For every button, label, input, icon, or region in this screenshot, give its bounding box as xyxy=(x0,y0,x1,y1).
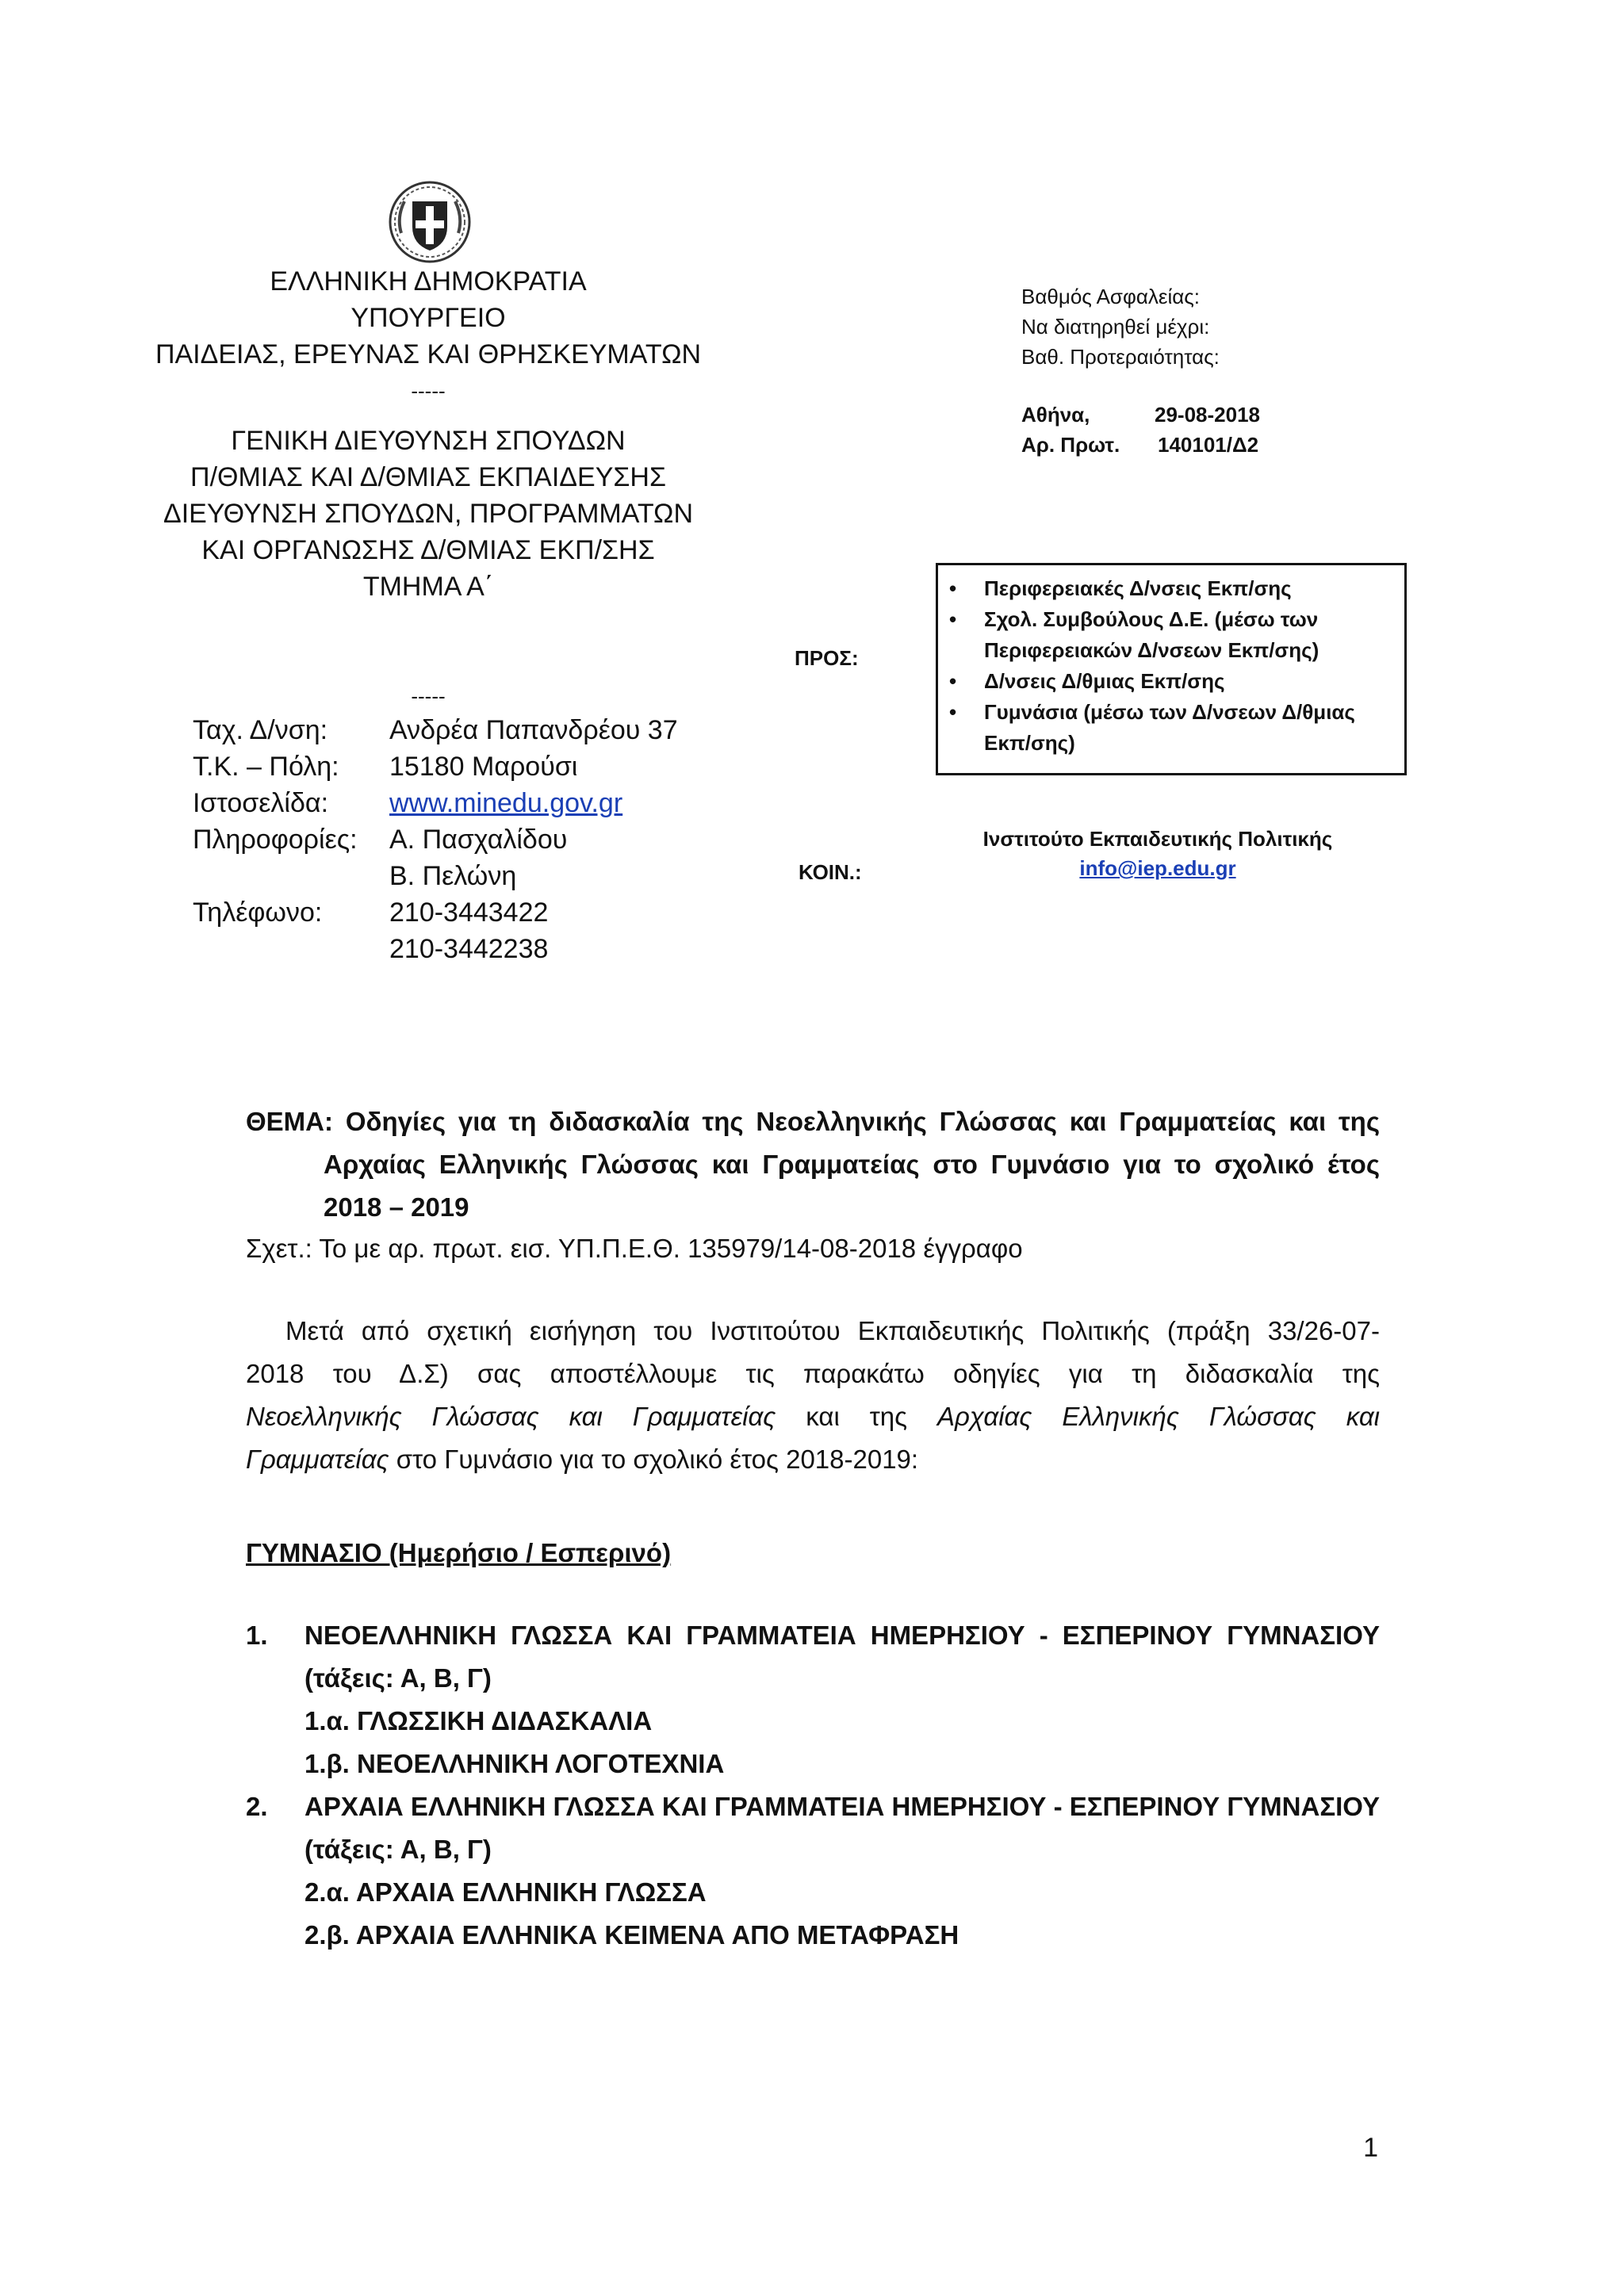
protocol-number: 140101/Δ2 xyxy=(1158,433,1259,457)
header-separator: ----- xyxy=(411,379,446,403)
subject-line-1: ΘΕΜΑ: Οδηγίες για τη διδασκαλία της Νεοελληνικής Γλώσσας και Γραμματείας και της xyxy=(246,1107,1380,1136)
directorate-line-2: Π/ΘΜΙΑΣ ΚΑΙ Δ/ΘΜΙΑΣ ΕΚΠΑΙΔΕΥΣΗΣ xyxy=(190,462,666,492)
outline-subitem: 1.α. ΓΛΩΣΣΙΚΗ ΔΙΔΑΣΚΑΛΙΑ xyxy=(304,1706,653,1735)
security-level: Βαθμός Ασφαλείας: xyxy=(1021,285,1201,308)
ministry-line-2: ΠΑΙΔΕΙΑΣ, ΕΡΕΥΝΑΣ ΚΑΙ ΘΡΗΣΚΕΥΜΑΤΩΝ xyxy=(155,339,702,369)
phone-1: 210-3443422 xyxy=(389,897,549,928)
outline-item-1 xyxy=(246,1614,1380,1785)
country-name: ΕΛΛΗΝΙΚΗ ΔΗΜΟΚΡΑΤΙΑ xyxy=(270,266,587,297)
cc-email-link[interactable]: info@iep.edu.gr xyxy=(1079,856,1236,880)
section-title: ΓΥΜΝΑΣΙΟ (Ημερήσιο / Εσπερινό) xyxy=(246,1538,672,1567)
document-date: 29-08-2018 xyxy=(1155,403,1260,427)
subject-line-2: Αρχαίας Ελληνικής Γλώσσας και Γραμματείας στο Γυμνάσιο για το σχολικό έτος xyxy=(324,1150,1380,1179)
subject-line-3: 2018 – 2019 xyxy=(324,1192,469,1222)
bullet-icon: • xyxy=(949,607,957,631)
recipients-box xyxy=(936,563,1407,775)
city-value: 15180 Μαρούσι xyxy=(389,752,578,782)
outline-classes: (τάξεις: Α, Β, Γ) xyxy=(304,1835,492,1864)
paragraph-line-3: Νεοελληνικής Γλώσσας και Γραμματείας και της Αρχαίας Ελληνικής Γλώσσας και xyxy=(246,1402,1380,1431)
cc-organization: Ινστιτούτο Εκπαιδευτικής Πολιτικής xyxy=(982,827,1333,851)
subject-continuation xyxy=(246,1143,1380,1229)
department: ΤΜΗΜΑ Α΄ xyxy=(362,572,494,602)
outline-subitem: 2.β. ΑΡΧΑΙΑ ΕΛΛΗΝΙΚΑ ΚΕΙΜΕΝΑ ΑΠΟ ΜΕΤΑΦΡΑΣΗ xyxy=(304,1920,959,1950)
phone-label: Τηλέφωνο: xyxy=(193,897,323,928)
outline-number: 2. xyxy=(246,1792,268,1821)
protocol-line xyxy=(1021,433,1339,465)
retain-until: Να διατηρηθεί μέχρι: xyxy=(1021,315,1210,339)
greek-coat-of-arms-icon xyxy=(385,178,474,266)
bullet-icon: • xyxy=(949,576,957,600)
paragraph-line-1: Μετά από σχετική εισήγηση του Ινστιτούτου Εκπαιδευτικής Πολιτικής (πράξη 33/26-07- xyxy=(285,1316,1380,1345)
info-label: Πληροφορίες: xyxy=(193,825,358,855)
info-contact-1: Α. Πασχαλίδου xyxy=(389,825,568,855)
city-name: Αθήνα, xyxy=(1021,403,1090,427)
bullet-icon: • xyxy=(949,669,957,693)
outline-subitem: 1.β. ΝΕΟΕΛΛΗΝΙΚΗ ΛΟΓΟΤΕΧΝΙΑ xyxy=(304,1749,725,1778)
cc-label: ΚΟΙΝ.: xyxy=(799,860,862,884)
recipient-item: • Περιφερειακές Δ/νσεις Εκπ/σης xyxy=(984,573,1396,604)
date-line xyxy=(1021,403,1339,434)
info-contact-2: Β. Πελώνη xyxy=(389,861,517,891)
outline-title: ΑΡΧΑΙΑ ΕΛΛΗΝΙΚΗ ΓΛΩΣΣΑ ΚΑΙ ΓΡΑΜΜΑΤΕΙΑ ΗΜΕΡΗΣΙΟΥ - ΕΣΠΕΡΙΝΟΥ ΓΥΜΝΑΣΙΟΥ xyxy=(304,1792,1381,1821)
outline-number: 1. xyxy=(246,1621,268,1650)
address-value: Ανδρέα Παπανδρέου 37 xyxy=(389,715,678,745)
city-label: Τ.Κ. – Πόλη: xyxy=(193,752,339,782)
recipient-item: • Δ/νσεις Δ/θμιας Εκπ/σης xyxy=(984,666,1396,697)
paragraph-line-2: 2018 του Δ.Σ) σας αποστέλλουμε τις παρακάτω οδηγίες για τη διδασκαλία της xyxy=(246,1359,1380,1388)
cc-block xyxy=(920,825,1396,883)
outline-item-2 xyxy=(246,1785,1380,1957)
ministry-line-1: ΥΠΟΥΡΓΕΙΟ xyxy=(350,303,506,333)
protocol-label: Αρ. Πρωτ. xyxy=(1021,433,1120,457)
contact-separator: ----- xyxy=(411,684,446,708)
bullet-icon: • xyxy=(949,700,957,724)
page-number: 1 xyxy=(1363,2133,1378,2163)
reference-line: Σχετ.: Το με αρ. πρωτ. εισ. ΥΠ.Π.Ε.Θ. 135979/14-08-2018 έγγραφο xyxy=(246,1234,1023,1263)
directorate-line-1: ΓΕΝΙΚΗ ΔΙΕΥΘΥΝΣΗ ΣΠΟΥΔΩΝ xyxy=(231,426,626,456)
website-link[interactable]: www.minedu.gov.gr xyxy=(389,788,623,818)
recipient-item: • Γυμνάσια (μέσω των Δ/νσεων Δ/θμιας Εκπ/σης) xyxy=(984,697,1396,759)
to-label: ΠΡΟΣ: xyxy=(795,646,859,670)
subject xyxy=(246,1100,1380,1229)
classification-block xyxy=(1021,281,1220,372)
priority-level: Βαθ. Προτεραιότητας: xyxy=(1021,345,1220,369)
body-paragraph xyxy=(246,1310,1380,1481)
address-label: Ταχ. Δ/νση: xyxy=(193,715,328,745)
outline-classes: (τάξεις: Α, Β, Γ) xyxy=(304,1663,492,1693)
outline-title: ΝΕΟΕΛΛΗΝΙΚΗ ΓΛΩΣΣΑ ΚΑΙ ΓΡΑΜΜΑΤΕΙΑ ΗΜΕΡΗΣΙΟΥ - ΕΣΠΕΡΙΝΟΥ ΓΥΜΝΑΣΙΟΥ xyxy=(304,1621,1380,1650)
paragraph-line-4: Γραμματείας στο Γυμνάσιο για το σχολικό έτος 2018-2019: xyxy=(246,1445,919,1474)
directorate-line-4: ΚΑΙ ΟΡΓΑΝΩΣΗΣ Δ/ΘΜΙΑΣ ΕΚΠ/ΣΗΣ xyxy=(201,535,655,565)
website-label: Ιστοσελίδα: xyxy=(193,788,329,818)
outline-subitem: 2.α. ΑΡΧΑΙΑ ΕΛΛΗΝΙΚΗ ΓΛΩΣΣΑ xyxy=(304,1877,707,1907)
phone-2: 210-3442238 xyxy=(389,934,549,964)
contact-block xyxy=(193,712,748,974)
directorate-line-3: ΔΙΕΥΘΥΝΣΗ ΣΠΟΥΔΩΝ, ΠΡΟΓΡΑΜΜΑΤΩΝ xyxy=(163,499,693,529)
recipient-item: • Σχολ. Συμβούλους Δ.Ε. (μέσω των Περιφερειακών Δ/νσεων Εκπ/σης) xyxy=(984,604,1396,666)
